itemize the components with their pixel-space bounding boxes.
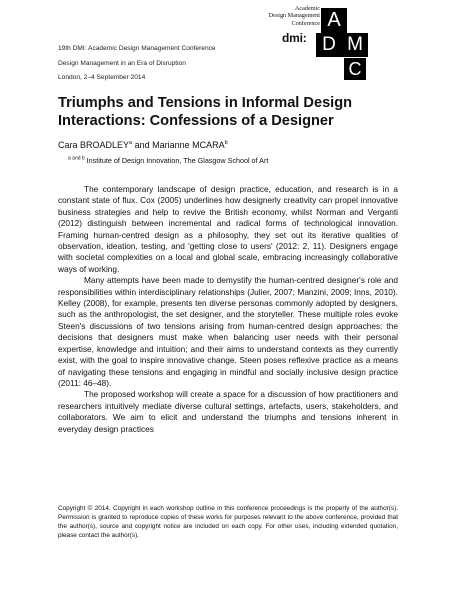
logo-line-1: Academic: [294, 5, 320, 12]
logo-line-3: Conference: [291, 19, 320, 27]
author-line: [58, 140, 228, 150]
paragraph-1: The contemporary landscape of design practice, education, and research is in a constant state of flux. Cox (2005) underlines how designerly creativity can propel innovative business strategies and help to revive the British economy, whilst Norman and Verganti (2012) distinguish between incremental and radical forms of technological innovation. Framing human-centred design as a philosophy, they set out its iterative qualities of observation, ideation, testing, and 'getting close to users' (2012: 2, 11). Designers engage with societal complexities on a local and global scale, embracing increasingly collaborative ways of working.: [58, 184, 398, 274]
conference-logo-text: [258, 5, 320, 27]
paragraph-3: The proposed workshop will create a space for a discussion of how practitioners and researchers intuitively mediate diverse cultural settings, artefacts, users, stakeholders, and collaborators. We aim to elicit and understand the triumphs and tensions inherent in everyday design practices: [58, 389, 398, 434]
conference-place-date: London, 2–4 September 2014: [58, 74, 146, 81]
copyright-notice: Copyright © 2014. Copyright in each workshop outline in this conference proceedings is the property of the author(s). Permission is granted to reproduce copies of these works for purposes relevant to the above conference, provided that the author(s), source and copyright notice are included on each copy. For other uses, including extended quotation, please contact the author(s).: [58, 505, 398, 539]
logo-letter-m: M: [342, 33, 368, 57]
paragraph-2: Many attempts have been made to demystify the human-centred designer's role and responsibilities within interdisciplinary relationships (Julier, 2007; Manzini, 2009; Inns, 2010). Kelley (2008), for example, presents ten diverse personas commonly adopted by designers, such as the anthropologist, the set designer, and the storyteller. These multiple roles evoke Steen's discussions of two tensions arising from human-centred design approaches: the decisions that designers must make when balancing user needs with their personal expertise, knowledge and intuition; and their aims to understand contexts as they currently exist, with the goal to inspire innovative change. Steen poses reflexive practice as a means of navigating these tensions and engaging in mindful and socially inclusive design practice (2011: 46–48).: [58, 275, 398, 388]
affiliation: Institute of Design Innovation, The Glasgow School of Art: [84, 156, 269, 165]
author-2-marker: b: [224, 140, 228, 146]
author-conjunction: and: [132, 140, 153, 150]
paper-title: Triumphs and Tensions in Informal Design Interactions: Confessions of a Designer: [58, 95, 353, 129]
author-1-marker: a: [129, 140, 133, 146]
logo-letter-c: C: [344, 58, 366, 80]
logo-letter-d: D: [316, 33, 342, 57]
body-text: [58, 184, 398, 435]
author-2: Marianne MCARA: [152, 140, 225, 150]
author-1: Cara BROADLEY: [58, 140, 130, 150]
logo-line-2: Design Management: [268, 12, 320, 20]
conference-theme: Design Management in an Era of Disruption: [58, 60, 186, 67]
affiliation-line: [68, 156, 268, 165]
logo-letter-a: A: [321, 8, 347, 33]
dmi-logo: dmi:: [282, 31, 307, 45]
conference-name: 19th DMI: Academic Design Management Conference: [58, 45, 216, 52]
affiliation-marker: a and b: [68, 155, 85, 162]
